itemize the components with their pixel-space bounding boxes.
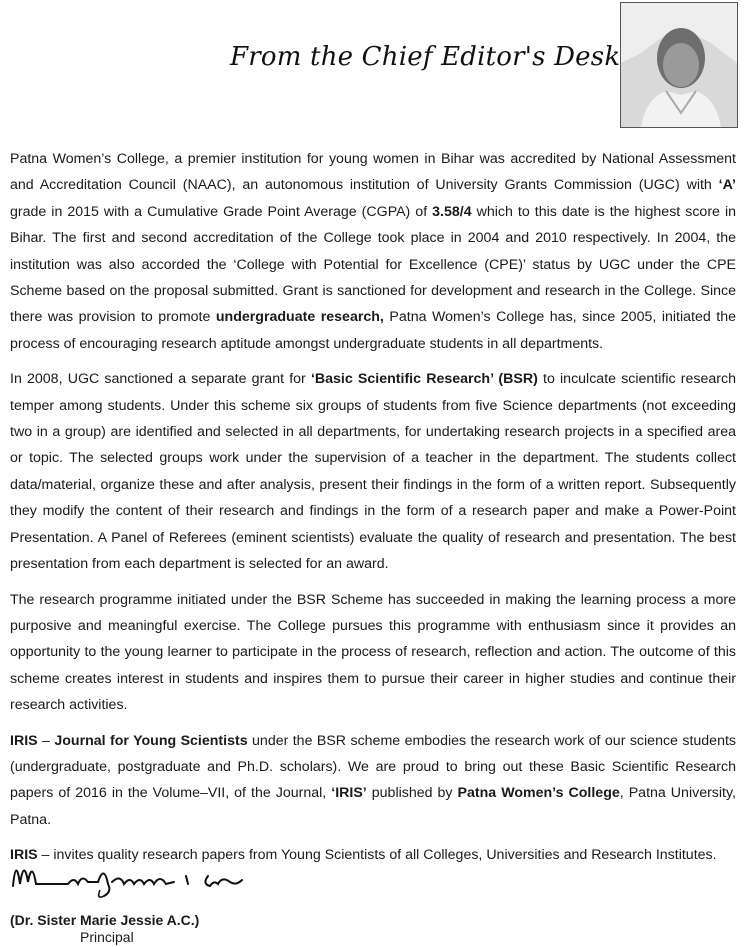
signature-image bbox=[8, 846, 248, 906]
page-title: From the Chief Editor's Desk bbox=[230, 42, 621, 72]
letter-body bbox=[10, 146, 736, 878]
signatory-role: Principal bbox=[80, 929, 134, 945]
editor-photo bbox=[620, 2, 738, 128]
signatory-name: (Dr. Sister Marie Jessie A.C.) bbox=[10, 912, 200, 928]
paragraph-bsr-grant: In 2008, UGC sanctioned a separate grant for ‘Basic Scientific Research’ (BSR) to inculcate scientific research temper among students. Under this scheme six groups of students from five Science departments (not exceeding two in a group) are identified and selected in all departments, for undertaking research projects in a specified area or topic. The selected groups work under the supervision of a teacher in the department. The students collect data/material, organize these and after analysis, present their findings in the form of a written report. Subsequently they modify the content of their research and findings in the form of a research paper and make a Power-Point Presentation. A Panel of Referees (eminent scientists) evaluate the quality of research and presentation. The best presentation from each department is selected for an award. bbox=[10, 371, 736, 573]
paragraph-iris-journal: IRIS – Journal for Young Scientists under the BSR scheme embodies the research work of our science students (undergraduate, postgraduate and Ph.D. scholars). We are proud to bring out these Basic Scientific Research papers of 2016 in the Volume–VII, of the Journal, ‘IRIS’ published by Patna Women’s College, Patna University, Patna. bbox=[10, 732, 737, 828]
paragraph-accreditation: Patna Women’s College, a premier institution for young women in Bihar was accredited by National Assessment and Accreditation Council (NAAC), an autonomous institution of University Grants Commission (UGC) with ‘A’ grade in 2015 with a Cumulative Grade Point Average (CGPA) of 3.58/4 which to this date is the highest score in Bihar. The first and second accreditation of the College took place in 2004 and 2010 respectively. In 2004, the institution was also accorded the ‘College with Potential for Excellence (CPE)’ status by UGC under the CPE Scheme based on the proposal submitted. Grant is sanctioned for development and research in the College. Since there was provision to promote undergraduate research, Patna Women’s College has, since 2005, initiated the process of encouraging research aptitude amongst undergraduate students in all departments. bbox=[10, 151, 736, 352]
portrait-image bbox=[621, 3, 737, 127]
paragraph-bsr-outcome: The research programme initiated under the BSR Scheme has succeeded in making the learning process a more purposive and meaningful exercise. The College pursues this programme with enthusiasm since it provides an opportunity to the young learner to participate in the process of research, reflection and action. The outcome of this scheme creates interest in students and inspires them to pursue their career in higher studies and continue their research activities. bbox=[10, 591, 736, 714]
paragraph-iris-invite: IRIS – invites quality research papers from Young Scientists of all Colleges, Universities and Research Institutes. bbox=[10, 847, 717, 864]
